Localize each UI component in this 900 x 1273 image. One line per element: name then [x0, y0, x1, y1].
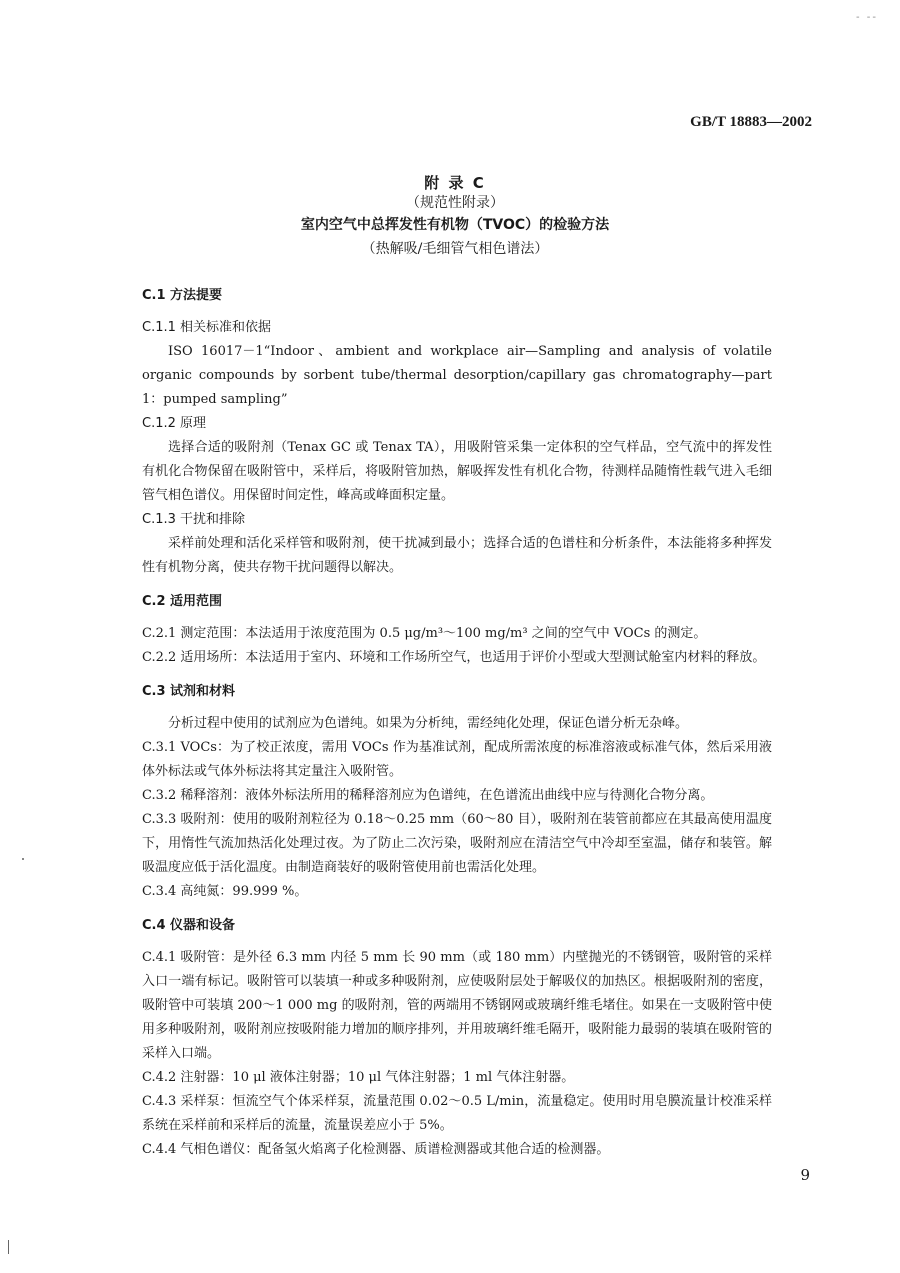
corner-mark: - --: [855, 12, 878, 23]
annex-type: （规范性附录）: [406, 195, 504, 211]
method-subtitle: （热解吸/毛细管气相色谱法）: [361, 241, 549, 257]
document-body: [142, 284, 772, 1162]
section-c44: C.4.4 气相色谱仪：配备氢火焰离子化检测器、质谱检测器或其他合适的检测器。: [142, 1142, 610, 1157]
scan-edge-mark: [8, 1240, 9, 1254]
section-c43: C.4.3 采样泵：恒流空气个体采样泵，流量范围 0.02～0.5 L/min，流量稳定。使用时用皂膜流量计校准采样系统在采样前和采样后的流量，流量误差应小于 5%。: [142, 1094, 772, 1133]
section-c3-intro: 分析过程中使用的试剂应为色谱纯。如果为分析纯，需经纯化处理，保证色谱分析无杂峰。: [168, 716, 689, 731]
section-c31: C.3.1 VOCs：为了校正浓度，需用 VOCs 作为基准试剂，配成所需浓度的标准溶液或标准气体，然后采用液体外标法或气体外标法将其定量注入吸附管。: [142, 740, 772, 779]
section-c2-heading: C.2 适用范围: [142, 594, 223, 609]
section-c32: C.3.2 稀释溶剂：液体外标法所用的稀释溶剂应为色谱纯，在色谱流出曲线中应与待测化合物分离。: [142, 788, 714, 803]
section-c34: C.3.4 高纯氮：99.999 %。: [142, 884, 308, 899]
section-c4-heading: C.4 仪器和设备: [142, 918, 236, 933]
section-c1-heading: C.1 方法提要: [142, 288, 223, 303]
section-c13-label: C.1.3 干扰和排除: [142, 512, 246, 527]
page-number: 9: [800, 1166, 810, 1184]
annex-title: 附 录 C: [424, 174, 486, 192]
standard-code: GB/T 18883—2002: [690, 114, 812, 130]
section-c3-heading: C.3 试剂和材料: [142, 684, 236, 699]
section-c11-label: C.1.1 相关标准和依据: [142, 320, 272, 335]
section-c13-text: 采样前处理和活化采样管和吸附剂，使干扰减到最小；选择合适的色谱柱和分析条件，本法能将多种挥发性有机物分离，使共存物干扰问题得以解决。: [142, 536, 772, 575]
section-c41: C.4.1 吸附管：是外径 6.3 mm 内径 5 mm 长 90 mm（或 180 mm）内壁抛光的不锈钢管，吸附管的采样入口一端有标记。吸附管可以装填一种或多种吸附剂，应使吸附层处于解吸仪的加热区。根据吸附剂的密度，吸附管中可装填 200～1 000 mg 的吸附剂，管的两端用不锈钢网或玻璃纤维毛堵住。如果在一支吸附管中使用多种吸附剂，吸附剂应按吸附能力增加的顺序排列，并用玻璃纤维毛隔开，吸附能力最弱的装填在吸附管的采样入口端。: [142, 950, 772, 1061]
section-c11-text: ISO 16017－1“Indoor、ambient and workplace air—Sampling and analysis of volatile organic compounds by sorbent tube/thermal desorption/capillary gas chromatography—part 1：pumped sampling”: [142, 344, 772, 407]
section-c42: C.4.2 注射器：10 μl 液体注射器；10 μl 气体注射器；1 ml 气体注射器。: [142, 1070, 575, 1085]
section-c12-label: C.1.2 原理: [142, 416, 207, 431]
section-c22: C.2.2 适用场所：本法适用于室内、环境和工作场所空气，也适用于评价小型或大型测试舱室内材料的释放。: [142, 650, 766, 665]
method-name: 室内空气中总挥发性有机物（TVOC）的检验方法: [300, 217, 610, 233]
section-c33: C.3.3 吸附剂：使用的吸附剂粒径为 0.18～0.25 mm（60～80 目），吸附剂在装管前都应在其最高使用温度下，用惰性气流加热活化处理过夜。为了防止二次污染，吸附剂应在清洁空气中冷却至室温，储存和装管。解吸温度应低于活化温度。由制造商装好的吸附管使用前也需活化处理。: [142, 812, 772, 875]
section-c21: C.2.1 测定范围：本法适用于浓度范围为 0.5 μg/m³～100 mg/m³ 之间的空气中 VOCs 的测定。: [142, 626, 707, 641]
scan-dot: [22, 858, 24, 860]
section-c12-text: 选择合适的吸附剂（Tenax GC 或 Tenax TA），用吸附管采集一定体积的空气样品，空气流中的挥发性有机化合物保留在吸附管中，采样后，将吸附管加热，解吸挥发性有机化合物，待测样品随惰性载气进入毛细管气相色谱仪。用保留时间定性，峰高或峰面积定量。: [142, 440, 772, 503]
